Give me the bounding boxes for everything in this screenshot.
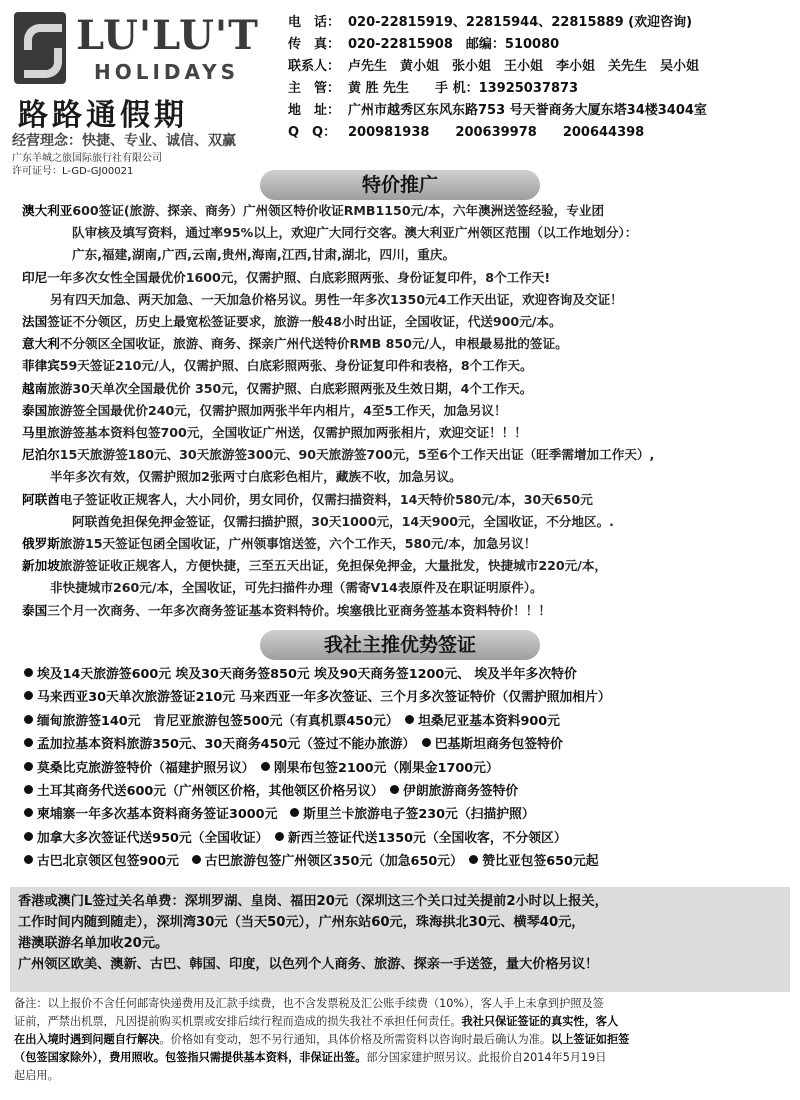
promo-text: 旅游签证收正规客人，方便快捷，三至五天出证，免担保免押金，大量批发，快捷城市220元/本， — [59, 558, 608, 574]
bullet-icon — [24, 832, 33, 841]
contact-row — [288, 78, 793, 100]
visa-item: 孟加拉基本资料旅游350元、30天商务450元（签过不能办旅游） — [37, 737, 409, 753]
visa-item: 莫桑比克旅游签特价（福建护照另议） — [37, 760, 249, 776]
bullet-icon — [422, 738, 431, 747]
promo-line — [22, 244, 792, 266]
bullet-icon — [192, 855, 201, 864]
promo-text: 不分领区全国收证，旅游、商务、探亲广州代送特价RMB 850元/人，申根最易批的签证。 — [59, 336, 568, 352]
bullet-icon — [290, 808, 299, 817]
note-emphasis: 以上签证如拒签 — [551, 1033, 630, 1046]
note-line — [14, 995, 794, 1013]
promo-line — [22, 333, 792, 355]
contact-row — [288, 122, 793, 144]
visa-item: 马来西亚30天单次旅游签证210元 马来西亚一年多次签证、三个月多次签证特价（仅需护照加相片） — [37, 690, 611, 706]
promo-list — [22, 200, 792, 622]
bullet-icon — [24, 808, 33, 817]
pass-info-line: 香港或澳门L签过关名单费：深圳罗湖、皇岗、福田20元（深圳这三个关口过关提前2小时以上报关， — [18, 894, 608, 909]
notes-block — [14, 995, 794, 1085]
promo-text: 非快捷城市260元/本，全国收证，可先扫描件办理（需寄V14表原件及在职证明原件）。 — [50, 580, 543, 596]
promo-text: 600签证(旅游、探亲、商务）广州领区特价收证RMB1150元/本，六年澳洲送签经验，专业团 — [72, 203, 605, 218]
contact-row — [288, 100, 793, 122]
bullet-icon — [275, 832, 284, 841]
section-title-featured-visas: 我社主推优势签证 — [260, 630, 540, 660]
note-text: 起启用。 — [14, 1069, 59, 1082]
note-text: 备注：以上报价不含任何邮寄快递费用及汇款手续费，也不含发票税及汇公账手续费（10%），客人手上未拿到护照及签 — [14, 997, 604, 1010]
country-name: 越南 — [22, 380, 48, 396]
visa-item: 赞比亚包签650元起 — [482, 854, 599, 870]
bullet-icon — [390, 785, 399, 794]
promo-line — [22, 600, 792, 622]
visa-item: 新西兰签证代送1350元（全国收客，不分领区） — [287, 830, 567, 846]
visa-row — [24, 757, 794, 780]
contact-label: 主 管： — [288, 81, 341, 96]
business-motto: 经营理念：快捷、专业、诚信、双赢 — [12, 133, 236, 149]
promo-text: 59天签证210元/人，仅需护照、白底彩照两张、身份证复印件和表格，8个工作天。 — [59, 358, 533, 374]
promo-line — [22, 466, 792, 488]
country-name: 菲律宾 — [22, 358, 60, 374]
visa-item: 柬埔寨一年多次基本资料商务签证3000元 — [37, 807, 278, 823]
promo-line — [22, 489, 792, 511]
company-name: 广东羊城之旅国际旅行社有限公司 — [12, 153, 162, 164]
note-text: 证前，严禁出机票，凡因提前购买机票或安排后续行程而造成的损失我社不承担任何责任。 — [14, 1015, 462, 1028]
visa-item: 加拿大多次签证代送950元（全国收证） — [37, 830, 263, 846]
promo-text: 电子签证收正规客人，大小同价，男女同价，仅需扫描资料，14天特价580元/本，30天650元 — [59, 491, 593, 507]
contact-value: 广州市越秀区东风东路753 号天誉商务大厦东塔34楼3404室 — [348, 103, 707, 118]
bullet-icon — [405, 715, 414, 724]
lulut-s-logo-icon — [14, 12, 66, 84]
company-info — [12, 152, 162, 178]
promo-line — [22, 311, 792, 333]
contact-row — [288, 56, 793, 78]
bullet-icon — [261, 762, 270, 771]
country-name: 俄罗斯 — [22, 536, 60, 552]
pass-info-line: 工作时间内随到随走），深圳湾30元（当天50元），广州东站60元，珠海拱北30元、横琴40元， — [18, 915, 585, 930]
country-name: 尼泊尔 — [22, 447, 60, 463]
contact-value: 200981938 200639978 200644398 — [348, 125, 645, 140]
note-emphasis: （包签国家除外），费用照收。包签指只需提供基本资料，非保证出签。 — [14, 1051, 367, 1064]
visa-row — [24, 803, 794, 826]
promo-text: 15天旅游签180元、30天旅游签300元、90天旅游签700元，5至6个工作天出证（旺季需增加工作天）, — [59, 447, 655, 463]
contact-label: Q Q： — [288, 125, 337, 140]
country-name: 法国 — [22, 314, 48, 330]
promo-text: 旅游签基本资料包签700元，全国收证广州送，仅需护照加两张相片，欢迎交证！！！ — [47, 425, 527, 441]
section-title-special-offers: 特价推广 — [260, 170, 540, 200]
header — [0, 0, 800, 177]
promo-text: 一年多次女性全国最优价1600元，仅需护照、白底彩照两张、身份证复印件，8个工作天! — [47, 269, 551, 285]
bullet-icon — [24, 668, 33, 677]
promo-line — [22, 533, 792, 555]
note-emphasis: 我社只保证签证的真实性，客人 — [461, 1015, 619, 1028]
visa-row — [24, 733, 794, 756]
contact-label: 电 话： — [288, 15, 341, 30]
promo-line — [22, 422, 792, 444]
visa-item: 巴基斯坦商务包签特价 — [434, 737, 563, 753]
country-name: 意大利 — [22, 336, 60, 352]
promo-line — [22, 511, 792, 533]
contact-row — [288, 12, 793, 34]
visa-item: 刚果布包签2100元（刚果金1700元） — [273, 760, 499, 776]
country-name: 泰国 — [22, 602, 48, 618]
promo-text: 广东,福建,湖南,广西,云南,贵州,海南,江西,甘肃,湖北，四川，重庆。 — [72, 247, 456, 263]
visa-row — [24, 710, 794, 733]
visa-item: 土耳其商务代送600元（广州领区价格，其他领区价格另议） — [37, 784, 378, 800]
bullet-icon — [24, 785, 33, 794]
pass-info-line: 港澳联游名单加收20元。 — [18, 936, 169, 951]
note-text: 部分国家建护照另议。此报价自2014年5月19日 — [366, 1051, 607, 1064]
country-name: 印尼 — [22, 269, 48, 285]
visa-row — [24, 686, 794, 709]
promo-line — [22, 577, 792, 599]
pass-info-line: 广州领区欧美、澳新、古巴、韩国、印度，以色列个人商务、旅游、探亲一手送签，量大价格另议！ — [18, 957, 599, 972]
promo-line — [22, 400, 792, 422]
note-line — [14, 1049, 794, 1067]
contact-value: 黄 胜 先生 手 机：13925037873 — [348, 81, 579, 96]
bullet-icon — [24, 691, 33, 700]
country-name: 新加坡 — [22, 558, 60, 574]
promo-text: 另有四天加急、两天加急、一天加急价格另议。男性一年多次1350元4工作天出证，欢迎咨询及交证！ — [50, 291, 623, 307]
logo — [14, 10, 264, 90]
visa-item: 缅甸旅游签140元 肯尼亚旅游包签500元（有真机票450元） — [37, 713, 393, 729]
brand-name-cn: 路路通假期 — [18, 98, 188, 133]
promo-text: 旅游30天单次全国最优价 350元，仅需护照、白底彩照两张及生效日期，4个工作天。 — [47, 380, 533, 396]
logo-subtitle: HOLIDAYS — [94, 60, 239, 84]
visa-row — [24, 850, 794, 873]
contact-block — [288, 12, 793, 144]
promo-text: 旅游15天签证包函全国收证，广州领事馆送签，六个工作天，580元/本，加急另议！ — [59, 536, 537, 552]
visa-row — [24, 827, 794, 850]
contact-label: 地 址： — [288, 103, 341, 118]
visa-item: 坦桑尼亚基本资料900元 — [418, 713, 560, 729]
country-name: 阿联酋 — [22, 491, 60, 507]
note-line — [14, 1031, 794, 1049]
hk-macau-pass-info — [10, 887, 790, 992]
promo-line — [22, 555, 792, 577]
featured-visa-list — [24, 663, 794, 874]
bullet-icon — [24, 738, 33, 747]
note-text: 。价格如有变动，恕不另行通知，具体价格及所需资料以咨询时最后确认为准。 — [159, 1033, 552, 1046]
logo-title: LU'LU'T — [76, 12, 259, 59]
note-line — [14, 1067, 794, 1085]
promo-text: 三个月一次商务、一年多次商务签证基本资料特价。埃塞俄比亚商务签基本资料特价！！！ — [47, 602, 551, 618]
license-number: 许可证号：L-GD-GJ00021 — [12, 166, 134, 177]
bullet-icon — [469, 855, 478, 864]
country-name: 澳大利亚 — [22, 203, 73, 218]
visa-item: 古巴北京领区包签900元 — [37, 854, 179, 870]
promo-line — [22, 355, 792, 377]
visa-item: 埃及14天旅游签600元 埃及30天商务签850元 埃及90天商务签1200元、 埃及半年多次特价 — [37, 667, 577, 682]
contact-label: 传 真： — [288, 37, 341, 52]
visa-row — [24, 663, 794, 686]
promo-text: 队审核及填写资料，通过率95%以上，欢迎广大同行交客。澳大利亚广州领区范围（以工作地划分）： — [72, 225, 638, 241]
promo-text: 签证不分领区，历史上最宽松签证要求，旅游一般48小时出证，全国收证，代送900元/本。 — [47, 314, 562, 330]
contact-value: 020-22815919、22815944、22815889 (欢迎咨询) — [348, 15, 693, 30]
contact-value: 020-22815908 邮编：510080 — [348, 37, 560, 52]
contact-value: 卢先生 黄小姐 张小姐 王小姐 李小姐 关先生 吴小姐 — [348, 59, 700, 74]
note-line — [14, 1013, 794, 1031]
promo-line — [22, 222, 792, 244]
contact-row — [288, 34, 793, 56]
country-name: 泰国 — [22, 402, 48, 418]
country-name: 马里 — [22, 425, 48, 441]
promo-line — [22, 378, 792, 400]
bullet-icon — [24, 762, 33, 771]
visa-item: 伊朗旅游商务签特价 — [403, 784, 519, 800]
visa-row — [24, 780, 794, 803]
bullet-icon — [24, 855, 33, 864]
visa-item: 斯里兰卡旅游电子签230元（扫描护照） — [303, 807, 535, 823]
contact-label: 联系人： — [288, 59, 341, 74]
promo-text: 旅游签全国最优价240元，仅需护照加两张半年内相片，4至5工作天，加急另议！ — [47, 402, 507, 418]
promo-line — [22, 200, 792, 222]
promo-line — [22, 267, 792, 289]
promo-text: 半年多次有效，仅需护照加2张两寸白底彩色相片，藏族不收，加急另议。 — [50, 469, 462, 485]
promo-text: 阿联酋免担保免押金签证，仅需扫描护照，30天1000元，14天900元，全国收证，不分地区。. — [72, 513, 614, 529]
bullet-icon — [24, 715, 33, 724]
visa-item: 古巴旅游包签广州领区350元（加急650元） — [204, 854, 457, 870]
promo-line — [22, 289, 792, 311]
promo-line — [22, 444, 792, 466]
note-emphasis: 在出入境时遇到问题自行解决 — [14, 1033, 160, 1046]
